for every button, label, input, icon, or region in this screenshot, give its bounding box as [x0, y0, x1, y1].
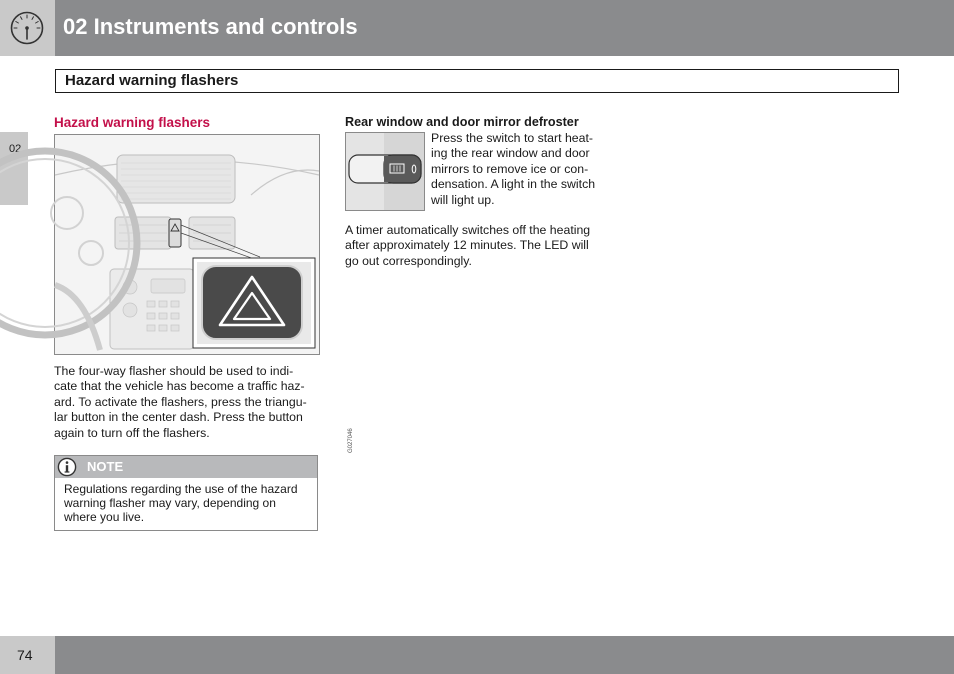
defroster-switch-drawing [346, 133, 424, 210]
figure-code: G027046 [348, 428, 354, 453]
page-title: 02 Instruments and controls [63, 14, 358, 39]
text-line: ard. To activate the flashers, press the triangu- [54, 394, 307, 409]
note-label: NOTE [87, 459, 124, 474]
page-number-box [0, 636, 55, 674]
header-icon-box [0, 0, 55, 56]
info-icon [57, 457, 77, 477]
text-line: lar button in the center dash. Press the button [54, 410, 303, 425]
speedometer-icon [10, 11, 44, 45]
dashboard-drawing [55, 135, 319, 354]
page-number: 74 [17, 647, 33, 663]
chapter-tab-label: 02 [9, 143, 22, 155]
text-line: cate that the vehicle has become a traffic haz- [54, 379, 305, 394]
hazard-paragraph [54, 364, 320, 441]
hazard-heading: Hazard warning flashers [54, 115, 211, 130]
defroster-heading: Rear window and door mirror defroster [345, 115, 579, 129]
text-line: will light up. [431, 192, 495, 207]
section-title: Hazard warning flashers [65, 72, 239, 89]
text-line: Regulations regarding the use of the hazard [64, 482, 298, 496]
defroster-paragraph-1 [431, 131, 611, 208]
note-header [55, 456, 317, 478]
defroster-switch-illustration [345, 132, 425, 211]
footer-bar [55, 636, 954, 674]
text-line: warning flasher may vary, depending on [64, 495, 276, 510]
note-box [54, 455, 318, 531]
header-bar [55, 0, 954, 56]
text-line: where you live. [64, 509, 145, 524]
defroster-paragraph-2 [345, 223, 611, 269]
text-line: after approximately 12 minutes. The LED will [345, 238, 589, 253]
page-footer [0, 636, 954, 674]
text-line: The four-way flasher should be used to indi- [54, 364, 294, 378]
text-line: densation. A light in the switch [431, 177, 596, 192]
text-line: Press the switch to start heat- [431, 131, 593, 145]
text-line: again to turn off the flashers. [54, 425, 210, 440]
note-text [64, 483, 314, 524]
text-line: go out correspondingly. [345, 253, 472, 268]
section-title-box [55, 69, 899, 93]
text-line: A timer automatically switches off the heating [345, 223, 591, 237]
text-line: mirrors to remove ice or con- [431, 161, 589, 176]
text-line: ing the rear window and door [431, 146, 590, 161]
page-header [0, 0, 954, 56]
